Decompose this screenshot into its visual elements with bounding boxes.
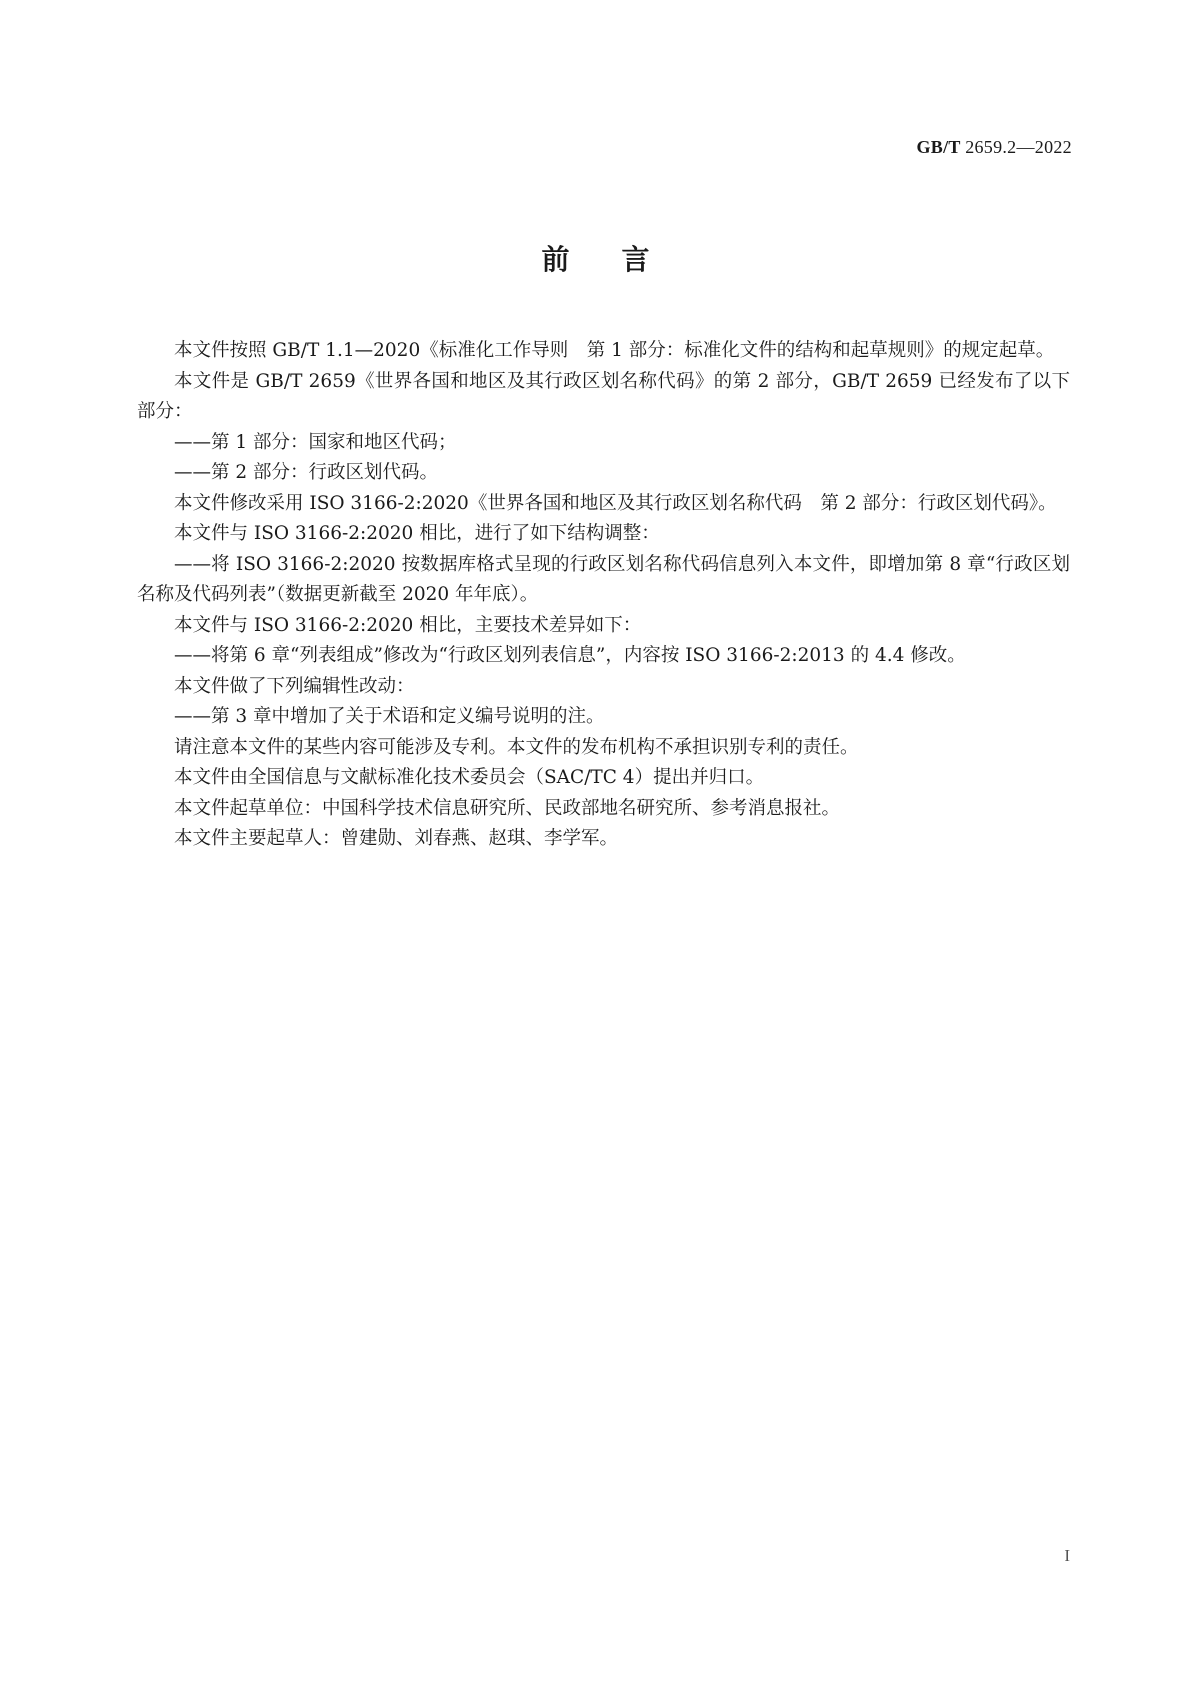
paragraph: 本文件与 ISO 3166-2:2020 相比，主要技术差异如下： (174, 614, 642, 636)
list-item: ——将第 6 章“列表组成”修改为“行政区划列表信息”，内容按 ISO 3166-2:2013 的 4.4 修改。 (174, 645, 966, 666)
standard-number: 2659.2—2022 (965, 137, 1072, 157)
list-item: ——第 1 部分：国家和地区代码； (174, 431, 457, 453)
paragraph: 本文件按照 GB/T 1.1—2020《标准化工作导则 第 1 部分：标准化文件的结构和起草规则》的规定起草。 (174, 340, 1055, 361)
paragraph: 请注意本文件的某些内容可能涉及专利。本文件的发布机构不承担识别专利的责任。 (174, 736, 859, 758)
paragraph: 本文件由全国信息与文献标准化技术委员会（SAC/TC 4）提出并归口。 (174, 767, 765, 788)
paragraph: 本文件做了下列编辑性改动： (174, 675, 415, 697)
paragraph: 本文件修改采用 ISO 3166-2:2020《世界各国和地区及其行政区划名称代码 第 2 部分：行政区划代码》。 (174, 492, 1057, 514)
paragraph: 本文件主要起草人：曾建勋、刘春燕、赵琪、李学军。 (174, 828, 619, 849)
page-title: 前言 (541, 243, 702, 276)
paragraph: 本文件与 ISO 3166-2:2020 相比，进行了如下结构调整： (174, 523, 660, 544)
list-item: ——第 2 部分：行政区划代码。 (174, 462, 439, 483)
page-number: I (1064, 1546, 1070, 1565)
standard-code-header (916, 137, 1072, 158)
foreword-body (137, 336, 1070, 855)
list-item: ——将 ISO 3166-2:2020 按数据库格式呈现的行政区划名称代码信息列入本文件，即增加第 8 章“行政区划名称及代码列表”（数据更新截至 2020 年年底）。 (137, 553, 1070, 605)
paragraph: 本文件是 GB/T 2659《世界各国和地区及其行政区划名称代码》的第 2 部分，GB/T 2659 已经发布了以下部分： (137, 370, 1070, 422)
list-item: ——第 3 章中增加了关于术语和定义编号说明的注。 (174, 706, 605, 727)
paragraph: 本文件起草单位：中国科学技术信息研究所、民政部地名研究所、参考消息报社。 (174, 797, 841, 819)
standard-prefix: GB/T (916, 137, 961, 157)
